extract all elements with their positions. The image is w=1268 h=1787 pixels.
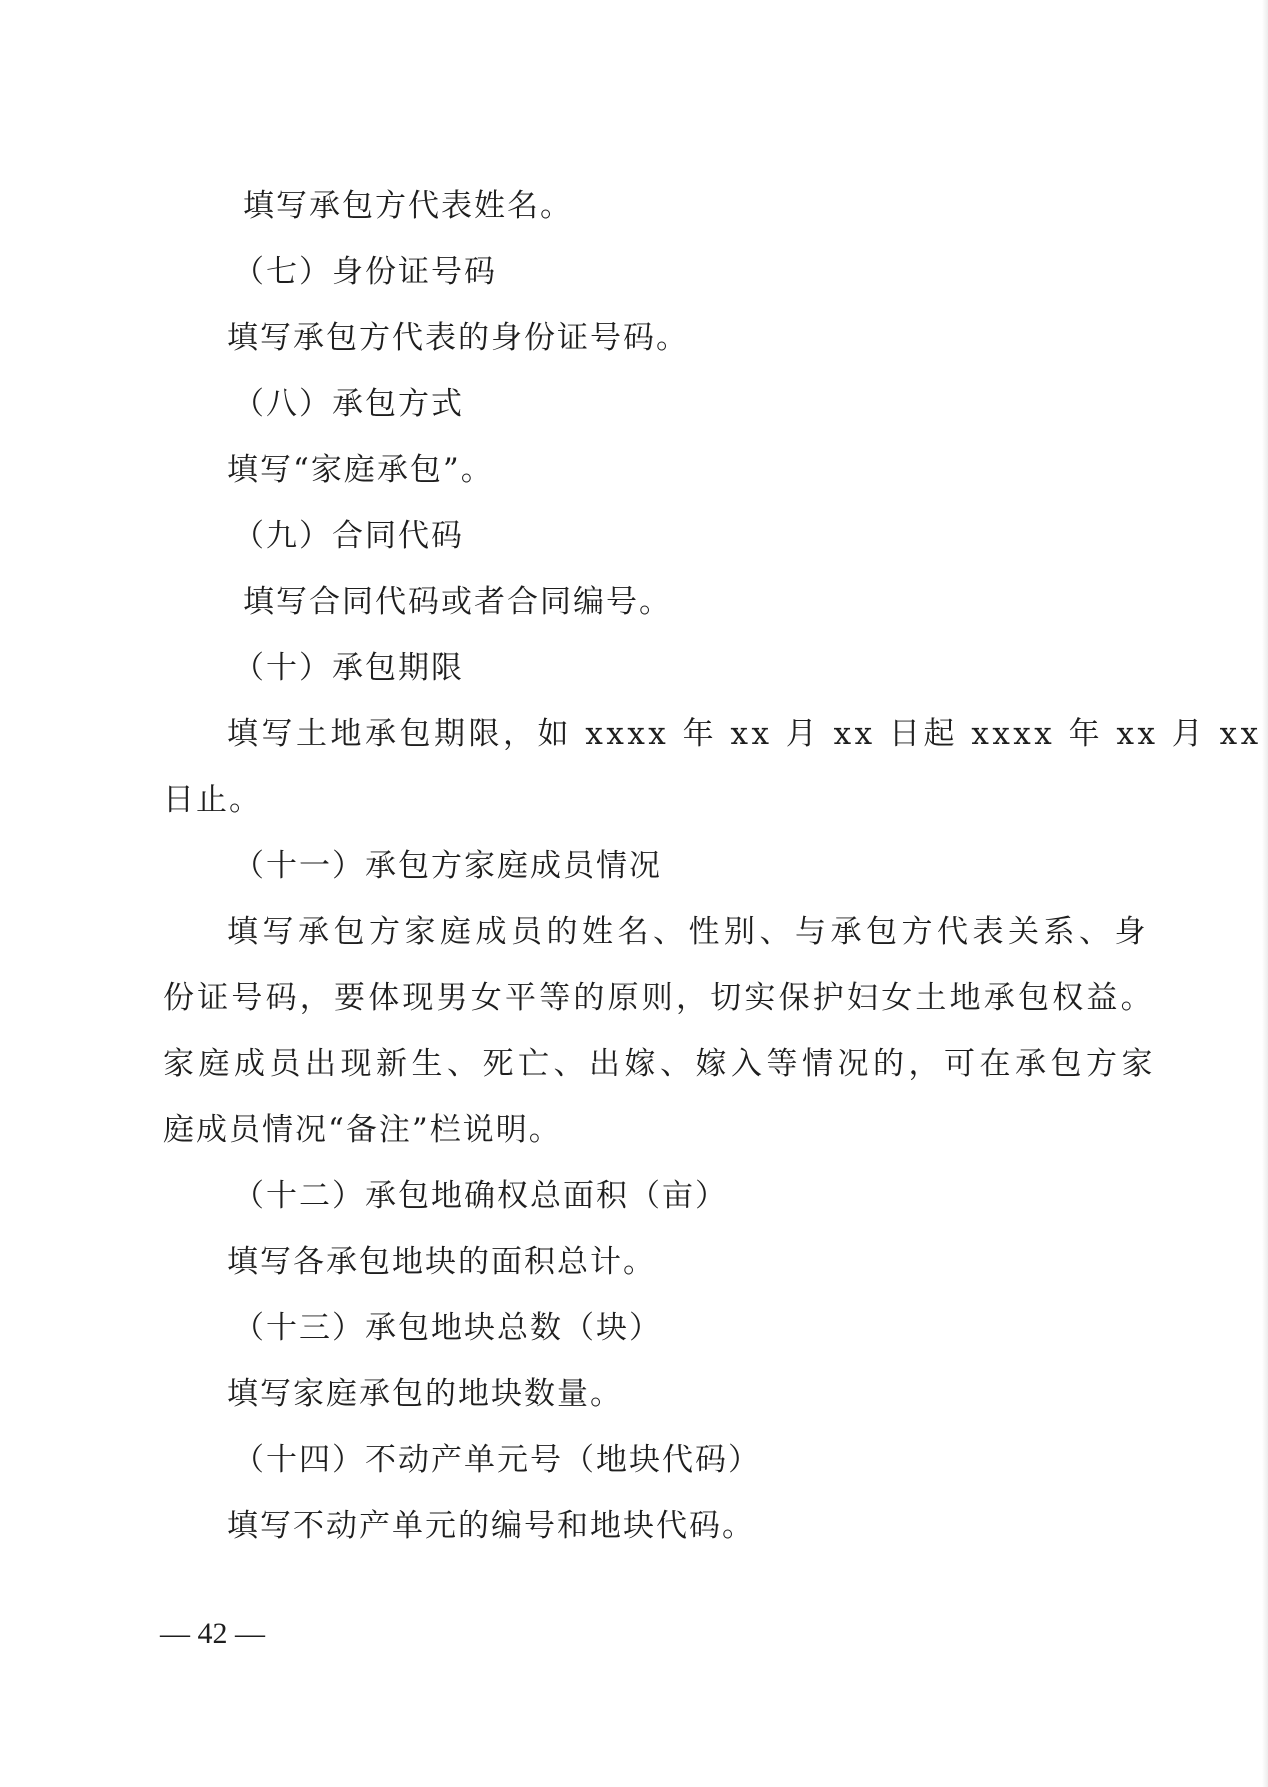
body-text-line: 填写土地承包期限，如 xxxx 年 xx 月 xx 日起 xxxx 年 xx 月 xx [227, 716, 1262, 752]
body-text-line: 填写承包方代表的身份证号码。 [227, 320, 689, 356]
section-heading-total-area: （十二）承包地确权总面积（亩） [233, 1178, 728, 1214]
section-heading-contract-code: （九）合同代码 [233, 518, 464, 554]
body-text-line: 填写各承包地块的面积总计。 [227, 1244, 656, 1280]
body-text-line: 份证号码，要体现男女平等的原则，切实保护妇女土地承包权益。 [163, 980, 1155, 1016]
body-text-line: 填写合同代码或者合同编号。 [243, 584, 672, 620]
section-heading-plot-count: （十三）承包地块总数（块） [233, 1310, 662, 1346]
section-heading-contract-method: （八）承包方式 [233, 386, 464, 422]
body-text-line: 庭成员情况“备注”栏说明。 [163, 1112, 562, 1148]
page-number: — 42 — [160, 1617, 265, 1650]
section-heading-family-members: （十一）承包方家庭成员情况 [233, 848, 662, 884]
body-text-line: 填写不动产单元的编号和地块代码。 [227, 1508, 755, 1544]
body-text-line: 填写“家庭承包”。 [227, 452, 494, 488]
body-text-line: 填写承包方代表姓名。 [243, 188, 573, 224]
body-text-line: 填写家庭承包的地块数量。 [227, 1376, 623, 1412]
body-text-line: 填写承包方家庭成员的姓名、性别、与承包方代表关系、身 [227, 914, 1150, 950]
scan-edge-shadow [1262, 0, 1268, 1787]
section-heading-id-number: （七）身份证号码 [233, 254, 497, 290]
section-heading-contract-term: （十）承包期限 [233, 650, 464, 686]
section-heading-unit-number: （十四）不动产单元号（地块代码） [233, 1442, 761, 1478]
body-text-line: 日止。 [163, 782, 262, 818]
body-text-line: 家庭成员出现新生、死亡、出嫁、嫁入等情况的，可在承包方家 [163, 1046, 1157, 1082]
